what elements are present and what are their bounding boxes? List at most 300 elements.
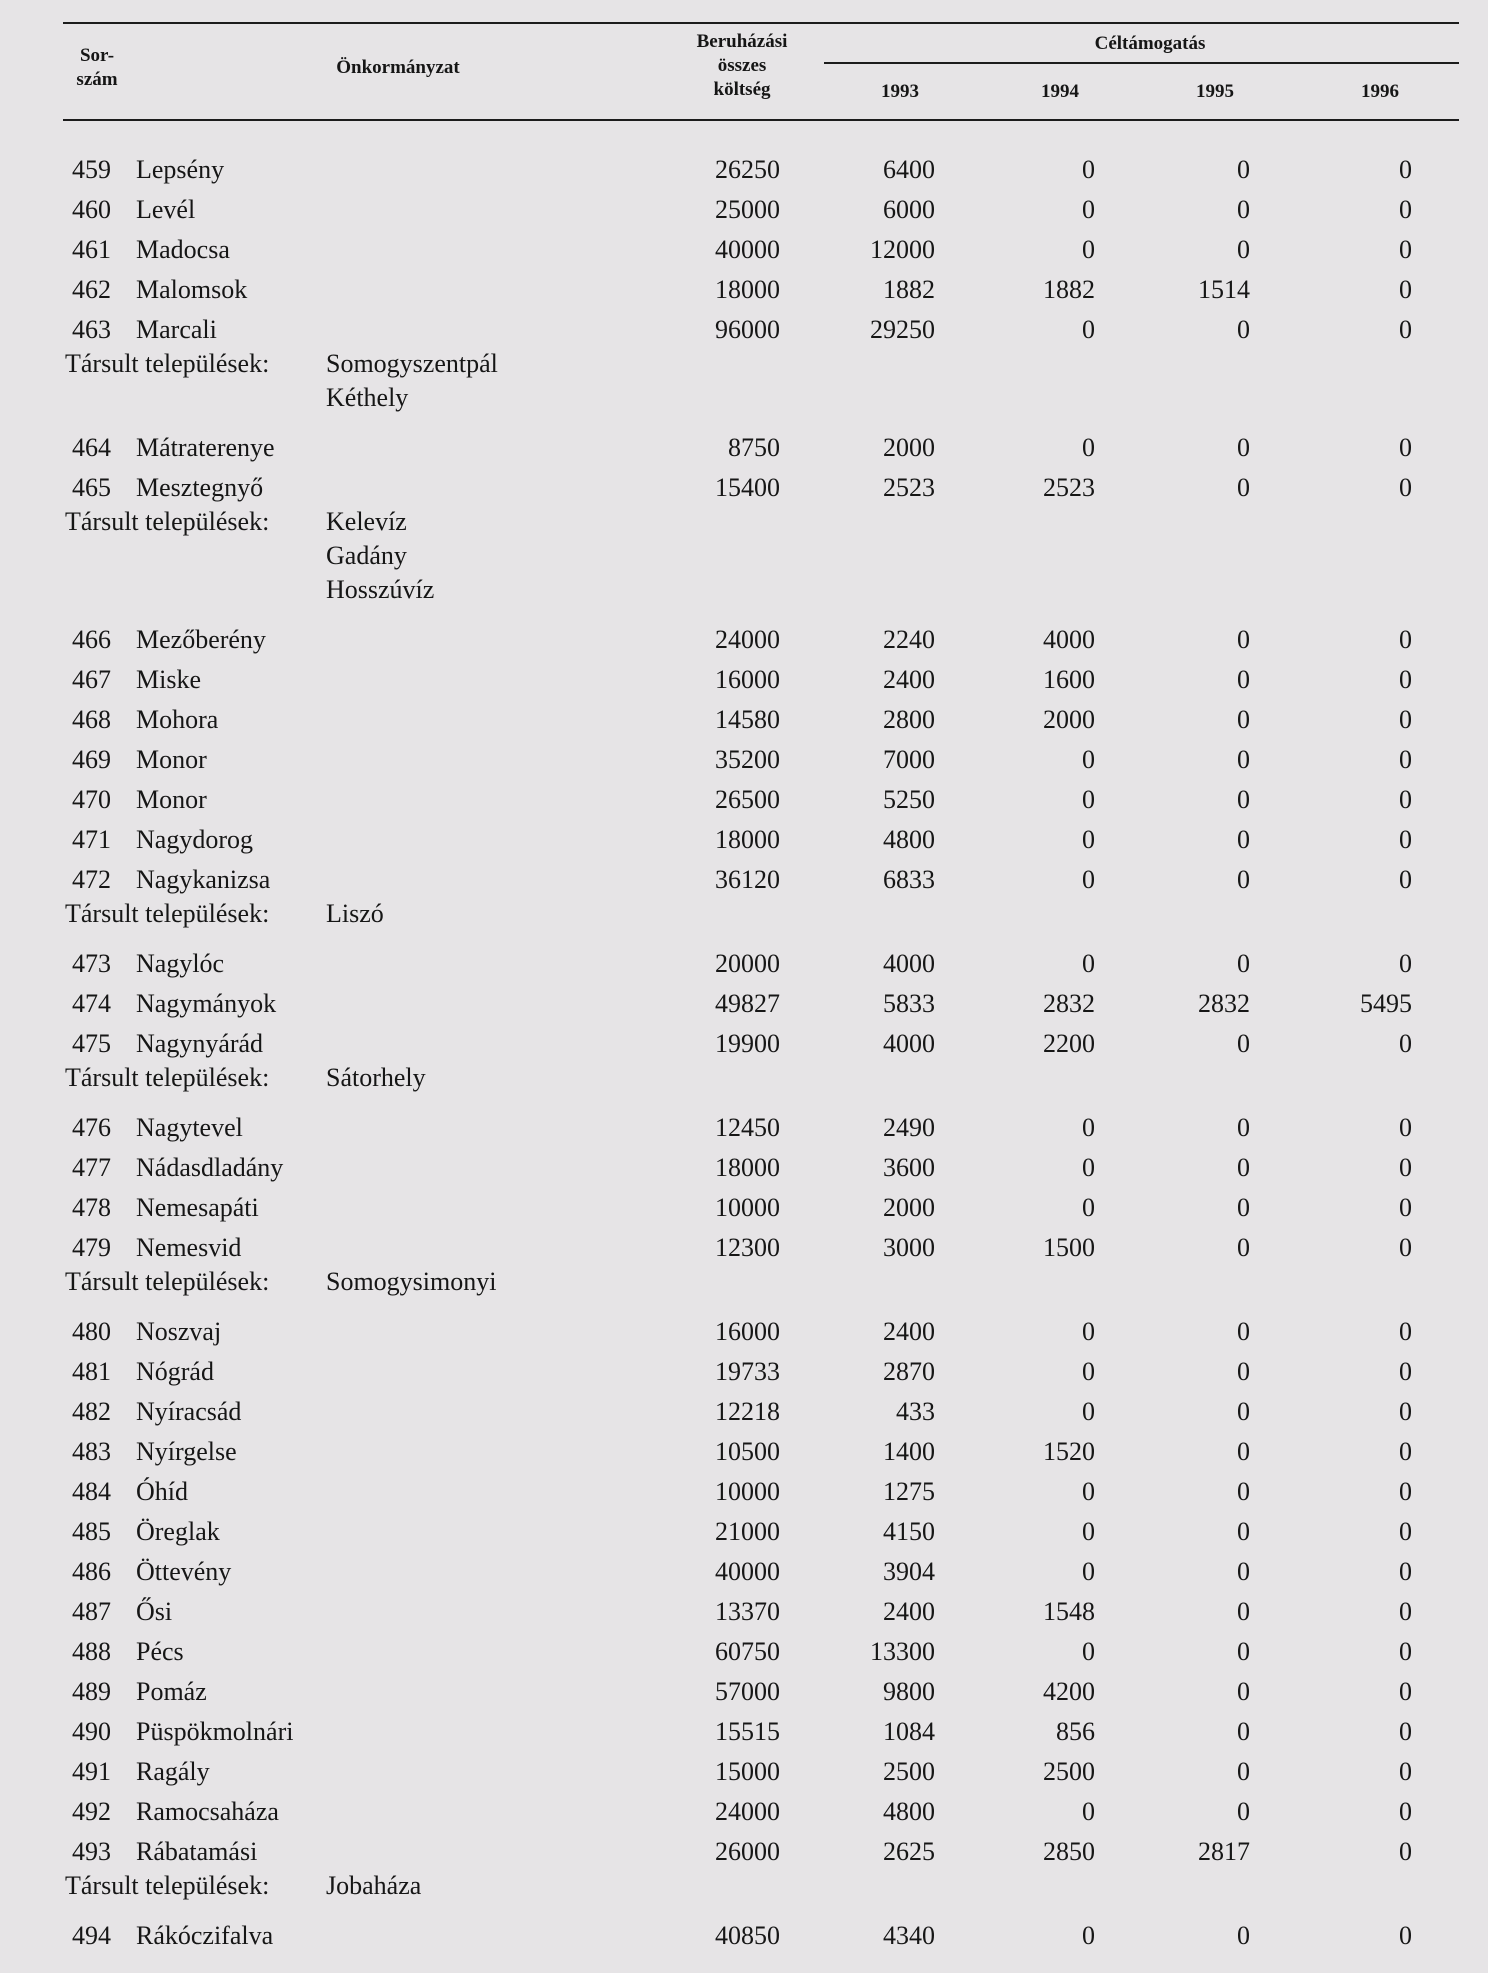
row-1995: 0 [1237, 785, 1250, 814]
associated-settlement: Gadány [326, 541, 407, 570]
row-1995: 0 [1237, 473, 1250, 502]
row-cost: 16000 [715, 1317, 780, 1346]
row-1995: 1514 [1198, 275, 1250, 304]
row-number: 468 [72, 705, 111, 734]
associated-settlements-row [0, 894, 1488, 934]
row-1994: 0 [1082, 1921, 1095, 1950]
row-1995: 0 [1237, 1637, 1250, 1666]
associated-settlement: Somogyszentpál [326, 349, 498, 378]
row-cost: 15400 [715, 473, 780, 502]
row-1995: 0 [1237, 625, 1250, 654]
associated-settlements-row [0, 344, 1488, 412]
row-number: 478 [72, 1193, 111, 1222]
header-beruhazasi-3: költség [713, 79, 771, 100]
associated-settlements-label: Társult települések: [65, 1267, 270, 1296]
row-number: 473 [72, 949, 111, 978]
row-cost: 24000 [715, 1797, 780, 1826]
row-number: 469 [72, 745, 111, 774]
row-1993: 2625 [883, 1837, 935, 1866]
table-row [0, 700, 1488, 740]
row-cost: 40000 [715, 235, 780, 264]
row-number: 460 [72, 195, 111, 224]
row-1994: 2000 [1043, 705, 1095, 734]
associated-settlement: Liszó [326, 899, 384, 928]
row-number: 479 [72, 1233, 111, 1262]
row-1993: 2500 [883, 1757, 935, 1786]
row-municipality: Öreglak [136, 1517, 220, 1546]
row-cost: 15515 [715, 1717, 780, 1746]
row-number: 466 [72, 625, 111, 654]
associated-settlement: Somogysimonyi [326, 1267, 497, 1296]
table-row [0, 1512, 1488, 1552]
row-municipality: Nagylóc [136, 949, 225, 978]
row-1993: 4800 [883, 1797, 935, 1826]
row-1995: 0 [1237, 195, 1250, 224]
row-municipality: Monor [136, 785, 207, 814]
row-1995: 0 [1237, 1029, 1250, 1058]
row-municipality: Nagytevel [136, 1113, 243, 1142]
row-1996: 5495 [1360, 989, 1412, 1018]
row-number: 480 [72, 1317, 111, 1346]
table-row [0, 1392, 1488, 1432]
row-1994: 2500 [1043, 1757, 1095, 1786]
row-1995: 0 [1237, 1437, 1250, 1466]
row-1994: 1882 [1043, 275, 1095, 304]
row-1995: 0 [1237, 705, 1250, 734]
row-number: 488 [72, 1637, 111, 1666]
row-1994: 1520 [1043, 1437, 1095, 1466]
row-municipality: Nagykanizsa [136, 865, 271, 894]
row-1996: 0 [1399, 1921, 1412, 1950]
row-1995: 0 [1237, 1717, 1250, 1746]
row-1995: 0 [1237, 1557, 1250, 1586]
row-1995: 0 [1237, 1357, 1250, 1386]
row-1993: 9800 [883, 1677, 935, 1706]
row-1995: 0 [1237, 1477, 1250, 1506]
row-municipality: Nagynyárád [136, 1029, 264, 1058]
row-number: 474 [72, 989, 111, 1018]
row-number: 470 [72, 785, 111, 814]
row-1996: 0 [1399, 949, 1412, 978]
associated-settlements-label: Társult települések: [65, 1871, 270, 1900]
row-municipality: Mohora [136, 705, 219, 734]
table-row [0, 1148, 1488, 1188]
table-row [0, 1552, 1488, 1592]
row-1994: 0 [1082, 433, 1095, 462]
header-year-1995: 1995 [1196, 81, 1234, 102]
row-number: 494 [72, 1921, 111, 1950]
row-number: 486 [72, 1557, 111, 1586]
row-cost: 19733 [715, 1357, 780, 1386]
row-1995: 0 [1237, 1397, 1250, 1426]
row-1996: 0 [1399, 1637, 1412, 1666]
row-1993: 4340 [883, 1921, 935, 1950]
header-sorszam-2: szám [76, 69, 118, 90]
row-number: 483 [72, 1437, 111, 1466]
row-cost: 12300 [715, 1233, 780, 1262]
row-cost: 18000 [715, 275, 780, 304]
row-number: 482 [72, 1397, 111, 1426]
associated-settlements-row [0, 1262, 1488, 1302]
row-municipality: Nemesvid [136, 1233, 242, 1262]
row-1995: 0 [1237, 235, 1250, 264]
header-year-1993: 1993 [881, 81, 919, 102]
header-sorszam [62, 44, 132, 92]
row-1995: 0 [1237, 949, 1250, 978]
row-municipality: Rábatamási [136, 1837, 258, 1866]
row-cost: 13370 [715, 1597, 780, 1626]
row-cost: 10000 [715, 1477, 780, 1506]
row-cost: 26250 [715, 155, 780, 184]
row-municipality: Nógrád [136, 1357, 214, 1386]
row-1996: 0 [1399, 275, 1412, 304]
associated-settlement: Jobaháza [326, 1871, 422, 1900]
row-1995: 0 [1237, 865, 1250, 894]
header-year-1996: 1996 [1361, 81, 1399, 102]
table-row [0, 1592, 1488, 1632]
row-1993: 2000 [883, 433, 935, 462]
header-onkormanyzat: Önkormányzat [336, 57, 460, 78]
row-municipality: Noszvaj [136, 1317, 222, 1346]
row-1996: 0 [1399, 1557, 1412, 1586]
row-1996: 0 [1399, 1397, 1412, 1426]
table-row [0, 1752, 1488, 1792]
row-cost: 25000 [715, 195, 780, 224]
row-municipality: Nemesapáti [136, 1193, 259, 1222]
row-1993: 6833 [883, 865, 935, 894]
row-1995: 2832 [1198, 989, 1250, 1018]
row-1994: 0 [1082, 1557, 1095, 1586]
row-municipality: Ramocsaháza [136, 1797, 279, 1826]
header-bottom-rule [63, 119, 1459, 121]
row-municipality: Mesztegnyő [136, 473, 264, 502]
row-1993: 2240 [883, 625, 935, 654]
row-1995: 0 [1237, 745, 1250, 774]
row-1995: 0 [1237, 1797, 1250, 1826]
associated-settlements-label: Társult települések: [65, 349, 270, 378]
row-1996: 0 [1399, 473, 1412, 502]
row-number: 477 [72, 1153, 111, 1182]
row-1994: 2523 [1043, 473, 1095, 502]
row-1994: 1548 [1043, 1597, 1095, 1626]
row-cost: 20000 [715, 949, 780, 978]
row-1993: 433 [896, 1397, 935, 1426]
row-number: 487 [72, 1597, 111, 1626]
row-municipality: Rákóczifalva [136, 1921, 274, 1950]
row-1996: 0 [1399, 1153, 1412, 1182]
row-1996: 0 [1399, 625, 1412, 654]
row-1994: 0 [1082, 1113, 1095, 1142]
row-cost: 24000 [715, 625, 780, 654]
associated-settlements-row [0, 502, 1488, 604]
row-1996: 0 [1399, 865, 1412, 894]
row-1994: 0 [1082, 785, 1095, 814]
row-cost: 40000 [715, 1557, 780, 1586]
table-row [0, 150, 1488, 190]
row-1996: 0 [1399, 1029, 1412, 1058]
row-municipality: Püspökmolnári [136, 1717, 294, 1746]
row-1994: 0 [1082, 1317, 1095, 1346]
row-1993: 1084 [883, 1717, 935, 1746]
row-number: 484 [72, 1477, 111, 1506]
row-1994: 0 [1082, 1477, 1095, 1506]
table-row [0, 944, 1488, 984]
table-row [0, 1672, 1488, 1712]
row-1994: 0 [1082, 1517, 1095, 1546]
row-municipality: Ősi [136, 1597, 173, 1626]
row-municipality: Öttevény [136, 1557, 232, 1586]
row-number: 472 [72, 865, 111, 894]
row-1994: 0 [1082, 155, 1095, 184]
table-row [0, 1632, 1488, 1672]
table-row [0, 820, 1488, 860]
row-1996: 0 [1399, 1837, 1412, 1866]
table-row [0, 1188, 1488, 1228]
row-number: 463 [72, 315, 111, 344]
row-1996: 0 [1399, 745, 1412, 774]
row-1994: 0 [1082, 235, 1095, 264]
row-1996: 0 [1399, 1437, 1412, 1466]
row-municipality: Pécs [136, 1637, 184, 1666]
row-municipality: Monor [136, 745, 207, 774]
row-1994: 0 [1082, 1357, 1095, 1386]
table-row [0, 428, 1488, 468]
associated-settlements-row [0, 1866, 1488, 1906]
row-1993: 3600 [883, 1153, 935, 1182]
row-1993: 4800 [883, 825, 935, 854]
row-cost: 15000 [715, 1757, 780, 1786]
row-cost: 26000 [715, 1837, 780, 1866]
row-1994: 0 [1082, 1637, 1095, 1666]
row-1995: 0 [1237, 1193, 1250, 1222]
associated-settlement: Kéthely [326, 383, 409, 412]
row-municipality: Marcali [136, 315, 217, 344]
row-1994: 1500 [1043, 1233, 1095, 1262]
row-1993: 5833 [883, 989, 935, 1018]
row-1995: 0 [1237, 825, 1250, 854]
table-row [0, 230, 1488, 270]
row-1993: 2400 [883, 1597, 935, 1626]
row-1994: 856 [1056, 1717, 1095, 1746]
row-1996: 0 [1399, 1597, 1412, 1626]
table-row [0, 660, 1488, 700]
table-row [0, 1352, 1488, 1392]
row-1993: 2490 [883, 1113, 935, 1142]
table-row [0, 780, 1488, 820]
row-1994: 0 [1082, 195, 1095, 224]
row-cost: 26500 [715, 785, 780, 814]
row-1996: 0 [1399, 1757, 1412, 1786]
row-1996: 0 [1399, 1113, 1412, 1142]
row-cost: 60750 [715, 1637, 780, 1666]
row-1995: 0 [1237, 665, 1250, 694]
row-1995: 0 [1237, 155, 1250, 184]
row-1993: 1882 [883, 275, 935, 304]
row-1995: 0 [1237, 1517, 1250, 1546]
row-municipality: Mezőberény [136, 625, 266, 654]
row-1993: 3000 [883, 1233, 935, 1262]
row-1996: 0 [1399, 315, 1412, 344]
row-municipality: Miske [136, 665, 201, 694]
header-sorszam-1: Sor- [79, 45, 115, 66]
row-1994: 2850 [1043, 1837, 1095, 1866]
row-1993: 2800 [883, 705, 935, 734]
row-1993: 1400 [883, 1437, 935, 1466]
row-1996: 0 [1399, 1193, 1412, 1222]
row-1993: 2400 [883, 665, 935, 694]
row-1993: 3904 [883, 1557, 935, 1586]
row-municipality: Mátraterenye [136, 433, 275, 462]
row-1994: 0 [1082, 1797, 1095, 1826]
row-municipality: Nagymányok [136, 989, 277, 1018]
associated-settlements-label: Társult települések: [65, 1063, 270, 1092]
row-1995: 0 [1237, 1677, 1250, 1706]
row-cost: 14580 [715, 705, 780, 734]
header-year-1994: 1994 [1041, 81, 1079, 102]
row-1996: 0 [1399, 235, 1412, 264]
row-1993: 1275 [883, 1477, 935, 1506]
row-1994: 0 [1082, 1153, 1095, 1182]
row-1994: 0 [1082, 745, 1095, 774]
celtamogatas-rule [824, 62, 1459, 64]
row-number: 462 [72, 275, 111, 304]
row-cost: 57000 [715, 1677, 780, 1706]
row-cost: 19900 [715, 1029, 780, 1058]
row-cost: 49827 [715, 989, 780, 1018]
table-row [0, 1792, 1488, 1832]
row-cost: 36120 [715, 865, 780, 894]
row-1993: 7000 [883, 745, 935, 774]
row-number: 493 [72, 1837, 111, 1866]
row-1996: 0 [1399, 195, 1412, 224]
row-municipality: Óhíd [136, 1477, 188, 1506]
row-number: 491 [72, 1757, 111, 1786]
row-1996: 0 [1399, 155, 1412, 184]
associated-settlements-label: Társult települések: [65, 899, 270, 928]
row-1994: 2200 [1043, 1029, 1095, 1058]
row-1995: 0 [1237, 1113, 1250, 1142]
row-number: 459 [72, 155, 111, 184]
row-1993: 4000 [883, 949, 935, 978]
row-number: 467 [72, 665, 111, 694]
row-municipality: Lepsény [136, 155, 225, 184]
row-1996: 0 [1399, 1317, 1412, 1346]
row-cost: 12218 [715, 1397, 780, 1426]
row-cost: 12450 [715, 1113, 780, 1142]
row-1994: 2832 [1043, 989, 1095, 1018]
row-1993: 4000 [883, 1029, 935, 1058]
row-number: 475 [72, 1029, 111, 1058]
row-1994: 0 [1082, 1397, 1095, 1426]
row-cost: 35200 [715, 745, 780, 774]
row-1996: 0 [1399, 1517, 1412, 1546]
associated-settlement: Sátorhely [326, 1063, 426, 1092]
row-cost: 18000 [715, 1153, 780, 1182]
table-row [0, 984, 1488, 1024]
row-1995: 2817 [1198, 1837, 1250, 1866]
row-1995: 0 [1237, 1757, 1250, 1786]
row-1994: 0 [1082, 315, 1095, 344]
header-beruhazasi-2: összes [717, 55, 767, 76]
row-1993: 29250 [870, 315, 935, 344]
row-number: 485 [72, 1517, 111, 1546]
row-1995: 0 [1237, 1597, 1250, 1626]
associated-settlement: Kelevíz [326, 507, 407, 536]
row-1993: 2400 [883, 1317, 935, 1346]
row-municipality: Pomáz [136, 1677, 207, 1706]
table-row [0, 740, 1488, 780]
row-1996: 0 [1399, 1477, 1412, 1506]
row-number: 481 [72, 1357, 111, 1386]
row-municipality: Malomsok [136, 275, 248, 304]
row-1996: 0 [1399, 785, 1412, 814]
row-1996: 0 [1399, 825, 1412, 854]
table-row [0, 1432, 1488, 1472]
row-cost: 8750 [728, 433, 780, 462]
row-1994: 1600 [1043, 665, 1095, 694]
row-1994: 0 [1082, 825, 1095, 854]
row-1993: 2000 [883, 1193, 935, 1222]
row-cost: 21000 [715, 1517, 780, 1546]
table-row [0, 1472, 1488, 1512]
table-row [0, 1916, 1488, 1956]
row-1996: 0 [1399, 433, 1412, 462]
row-1996: 0 [1399, 705, 1412, 734]
row-1996: 0 [1399, 1717, 1412, 1746]
row-number: 490 [72, 1717, 111, 1746]
table-row [0, 190, 1488, 230]
table-top-rule [63, 22, 1459, 24]
table-row [0, 1712, 1488, 1752]
associated-settlement: Hosszúvíz [326, 575, 435, 604]
row-1993: 2870 [883, 1357, 935, 1386]
row-1994: 0 [1082, 949, 1095, 978]
row-1993: 13300 [870, 1637, 935, 1666]
row-number: 461 [72, 235, 111, 264]
row-cost: 10000 [715, 1193, 780, 1222]
row-1993: 12000 [870, 235, 935, 264]
header-beruhazasi [672, 30, 812, 102]
row-1996: 0 [1399, 1357, 1412, 1386]
row-1993: 6000 [883, 195, 935, 224]
table-row [0, 1312, 1488, 1352]
row-1995: 0 [1237, 315, 1250, 344]
row-1993: 5250 [883, 785, 935, 814]
row-1995: 0 [1237, 433, 1250, 462]
row-number: 464 [72, 433, 111, 462]
associated-settlements-label: Társult települések: [65, 507, 270, 536]
header-beruhazasi-1: Beruházási [696, 31, 788, 52]
row-1996: 0 [1399, 1677, 1412, 1706]
row-municipality: Levél [136, 195, 196, 224]
row-1995: 0 [1237, 1921, 1250, 1950]
row-1996: 0 [1399, 665, 1412, 694]
row-1993: 2523 [883, 473, 935, 502]
row-1996: 0 [1399, 1233, 1412, 1262]
row-1994: 4000 [1043, 625, 1095, 654]
row-number: 476 [72, 1113, 111, 1142]
row-1996: 0 [1399, 1797, 1412, 1826]
row-cost: 10500 [715, 1437, 780, 1466]
row-1994: 0 [1082, 1193, 1095, 1222]
row-number: 471 [72, 825, 111, 854]
row-number: 465 [72, 473, 111, 502]
row-municipality: Nyíracsád [136, 1397, 242, 1426]
row-municipality: Ragály [136, 1757, 210, 1786]
row-municipality: Nyírgelse [136, 1437, 237, 1466]
row-number: 492 [72, 1797, 111, 1826]
row-1995: 0 [1237, 1233, 1250, 1262]
